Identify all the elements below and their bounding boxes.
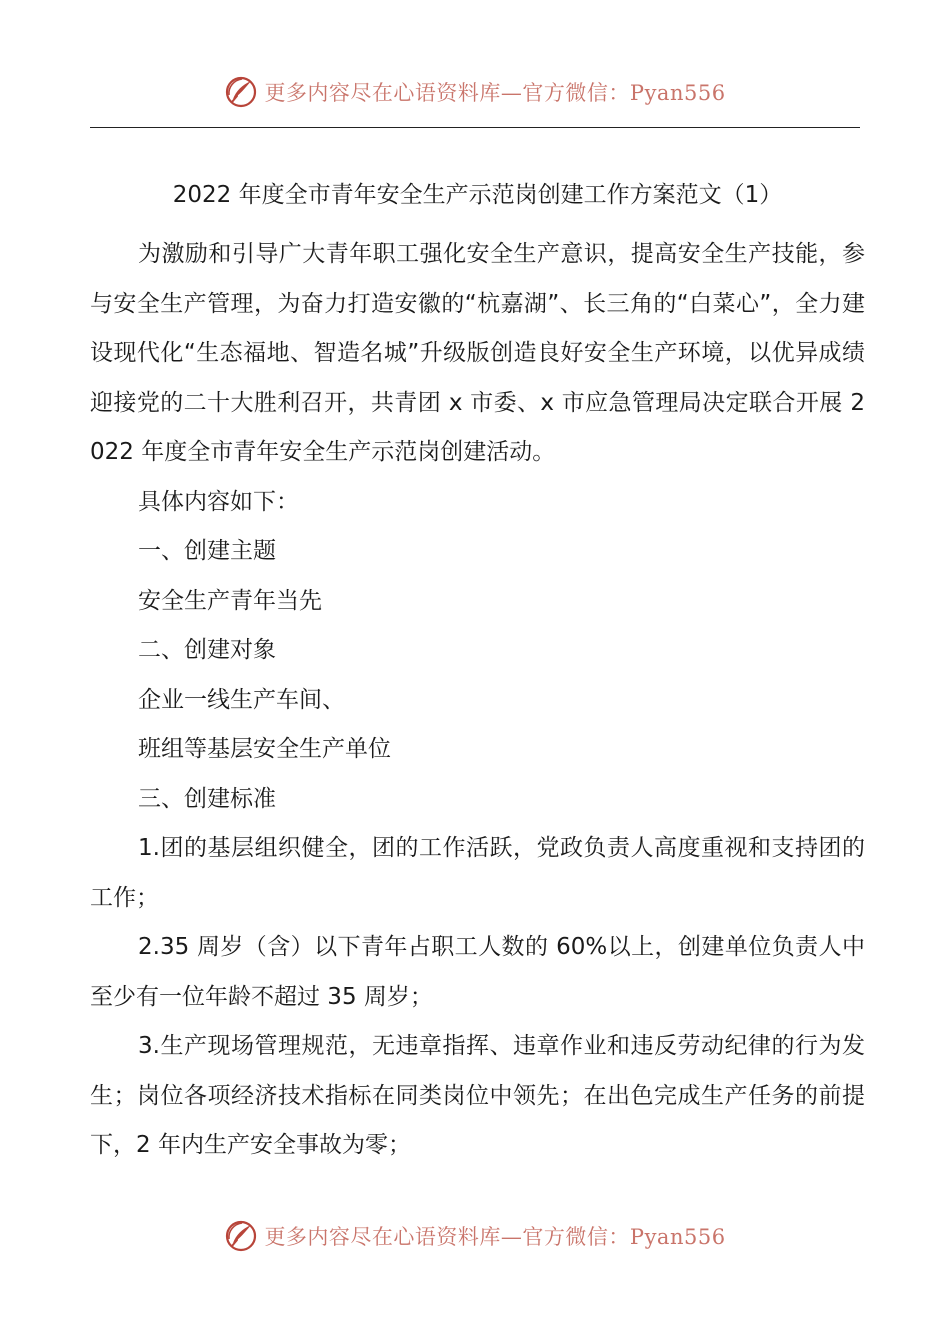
- quill-logo-icon: [224, 1219, 258, 1253]
- standard-item-2: 2.35 周岁（含）以下青年占职工人数的 60%以上，创建单位负责人中至少有一位年龄不超过 35 周岁；: [90, 934, 865, 1010]
- paragraph-content-lead: 具体内容如下：: [138, 488, 299, 515]
- paragraph-theme: 安全生产青年当先: [138, 587, 322, 614]
- paragraph-target-1: 企业一线生产车间、: [138, 686, 345, 713]
- section-heading-target: 二、创建对象: [138, 637, 276, 663]
- standard-item-3: 3.生产现场管理规范，无违章指挥、违章作业和违反劳动纪律的行为发生；岗位各项经济技术指标在同类岗位中领先；在出色完成生产任务的前提下，2 年内生产安全事故为零；: [90, 1033, 865, 1158]
- section-heading-theme: 一、创建主题: [138, 538, 276, 564]
- section-heading-standard: 三、创建标准: [138, 785, 276, 812]
- document-body: [90, 170, 865, 1171]
- standard-item-1: 1.团的基层组织健全，团的工作活跃，党政负责人高度重视和支持团的工作；: [90, 835, 865, 911]
- header-banner-text: 更多内容尽在心语资料库—官方微信：Pyan556: [264, 81, 726, 105]
- header-banner: [0, 70, 950, 114]
- quill-logo-icon: [224, 75, 258, 109]
- footer-banner-text: 更多内容尽在心语资料库—官方微信：Pyan556: [264, 1225, 726, 1249]
- footer-banner: [0, 1214, 950, 1258]
- paragraph-intro: 为激励和引导广大青年职工强化安全生产意识，提高安全生产技能，参与安全生产管理，为奋力打造安徽的“杭嘉湖”、长三角的“白菜心”，全力建设现代化“生态福地、智造名城”升级版创造良好安全生产环境，以优异成绩迎接党的二十大胜利召开，共青团 x 市委、x 市应急管理局决定联合开展 2022 年度全市青年安全生产示范岗创建活动。: [90, 241, 865, 465]
- paragraph-target-2: 班组等基层安全生产单位: [138, 736, 391, 762]
- document-title: 2022 年度全市青年安全生产示范岗创建工作方案范文（1）: [172, 182, 783, 208]
- header-divider: [90, 127, 860, 128]
